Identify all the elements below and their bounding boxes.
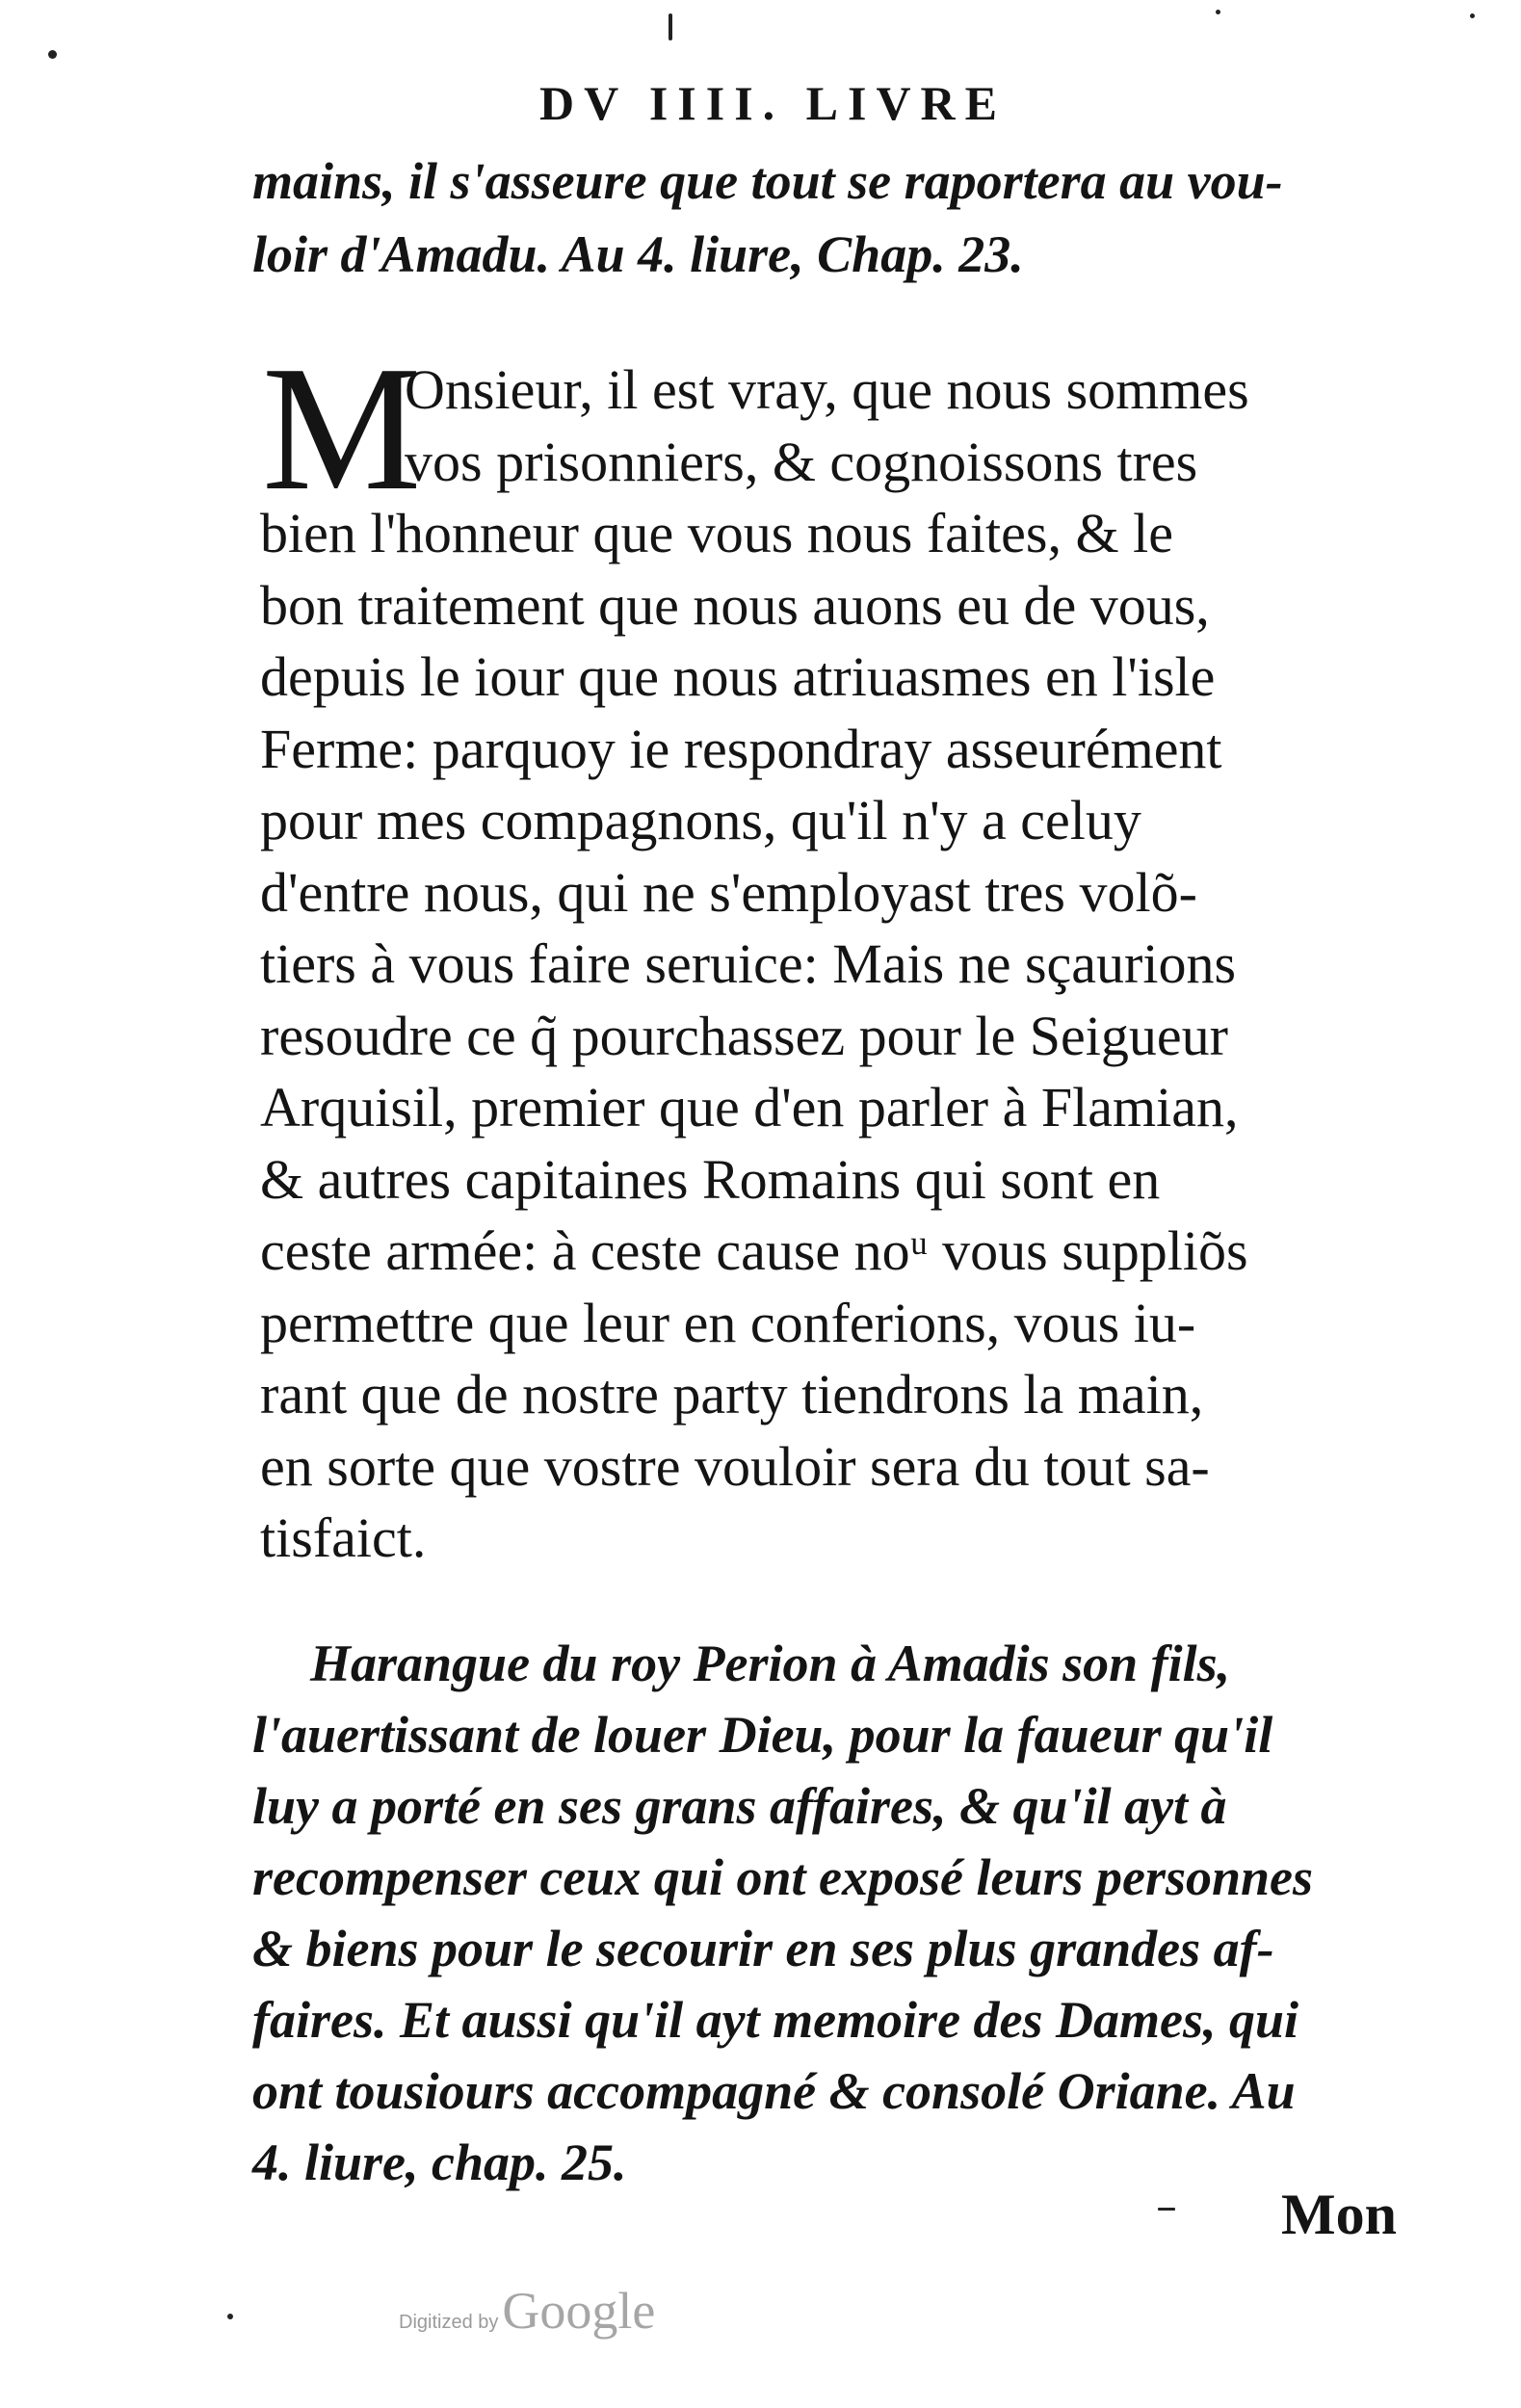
catchword: Mon: [1281, 2183, 1397, 2246]
body-line: Ferme: parquoy ie respondray asseurément: [260, 717, 1222, 780]
digitized-watermark: [399, 2281, 655, 2341]
heading-line: Harangue du roy Perion à Amadis son fils,: [310, 1635, 1231, 1692]
scan-speck: [669, 13, 672, 40]
heading-line: l'auertissant de louer Dieu, pour la faueur qu'il: [252, 1706, 1273, 1764]
scan-speck: [48, 50, 57, 59]
body-line: en sorte que vostre vouloir sera du tout sa-: [260, 1434, 1210, 1498]
heading-line: ont tousiours accompagné & consolé Oriane. Au: [252, 2062, 1296, 2120]
scan-speck: [1158, 2208, 1175, 2211]
heading-line: faires. Et aussi qu'il ayt memoire des Dames, qui: [252, 1991, 1299, 2049]
scan-speck: [1470, 13, 1475, 18]
body-line: bon traitement que nous auons eu de vous,: [260, 573, 1210, 637]
google-logo: Google: [502, 2282, 656, 2340]
heading-line: luy a porté en ses grans affaires, & qu'il ayt à: [252, 1777, 1227, 1835]
body-line: bien l'honneur que vous nous faites, & le: [260, 502, 1173, 564]
body-line: rant que de nostre party tiendrons la main,: [260, 1363, 1204, 1426]
body-line: permettre que leur en conferions, vous iu-: [260, 1291, 1196, 1354]
body-line: resoudre ce q̃ pourchassez pour le Seigueur: [260, 1004, 1228, 1067]
drop-cap-letter: M: [262, 329, 422, 528]
body-line: Onsieur, il est vray, que nous sommes: [405, 358, 1249, 421]
heading-line: loir d'Amadu. Au 4. liure, Chap. 23.: [252, 225, 1024, 283]
body-line: tiers à vous faire seruice: Mais ne sçaurions: [260, 932, 1237, 995]
scan-speck: [227, 2314, 233, 2319]
chapter-heading-bottom: [252, 1628, 1428, 2198]
heading-line: 4. liure, chap. 25.: [252, 2133, 627, 2191]
watermark-prefix: Digitized by: [399, 2312, 499, 2333]
body-line: & autres capitaines Romains qui sont en: [260, 1147, 1161, 1211]
body-paragraph: [260, 329, 1426, 1575]
body-line: tisfaict.: [260, 1506, 427, 1569]
heading-line: & biens pour le secourir en ses plus grandes af-: [252, 1920, 1274, 1977]
body-line: vos prisonniers, & cognoissons tres: [405, 430, 1198, 493]
heading-line: recompenser ceux qui ont exposé leurs personnes: [252, 1848, 1314, 1906]
body-line: pour mes compagnons, qu'il n'y a celuy: [260, 789, 1141, 851]
scan-speck: [1216, 10, 1220, 14]
heading-line: mains, il s'asseure que tout se raportera au vou-: [252, 152, 1283, 210]
body-line: ceste armée: à ceste cause noᵘ vous suppliõs: [260, 1219, 1248, 1282]
body-line: depuis le iour que nous atriuasmes en l'isle: [260, 645, 1216, 708]
body-line: d'entre nous, qui ne s'employast tres volõ-: [260, 860, 1197, 924]
chapter-heading-top: [252, 144, 1428, 291]
running-head: DV IIII. LIVRE: [539, 76, 1008, 130]
body-line: Arquisil, premier que d'en parler à Flamian,: [260, 1076, 1239, 1139]
